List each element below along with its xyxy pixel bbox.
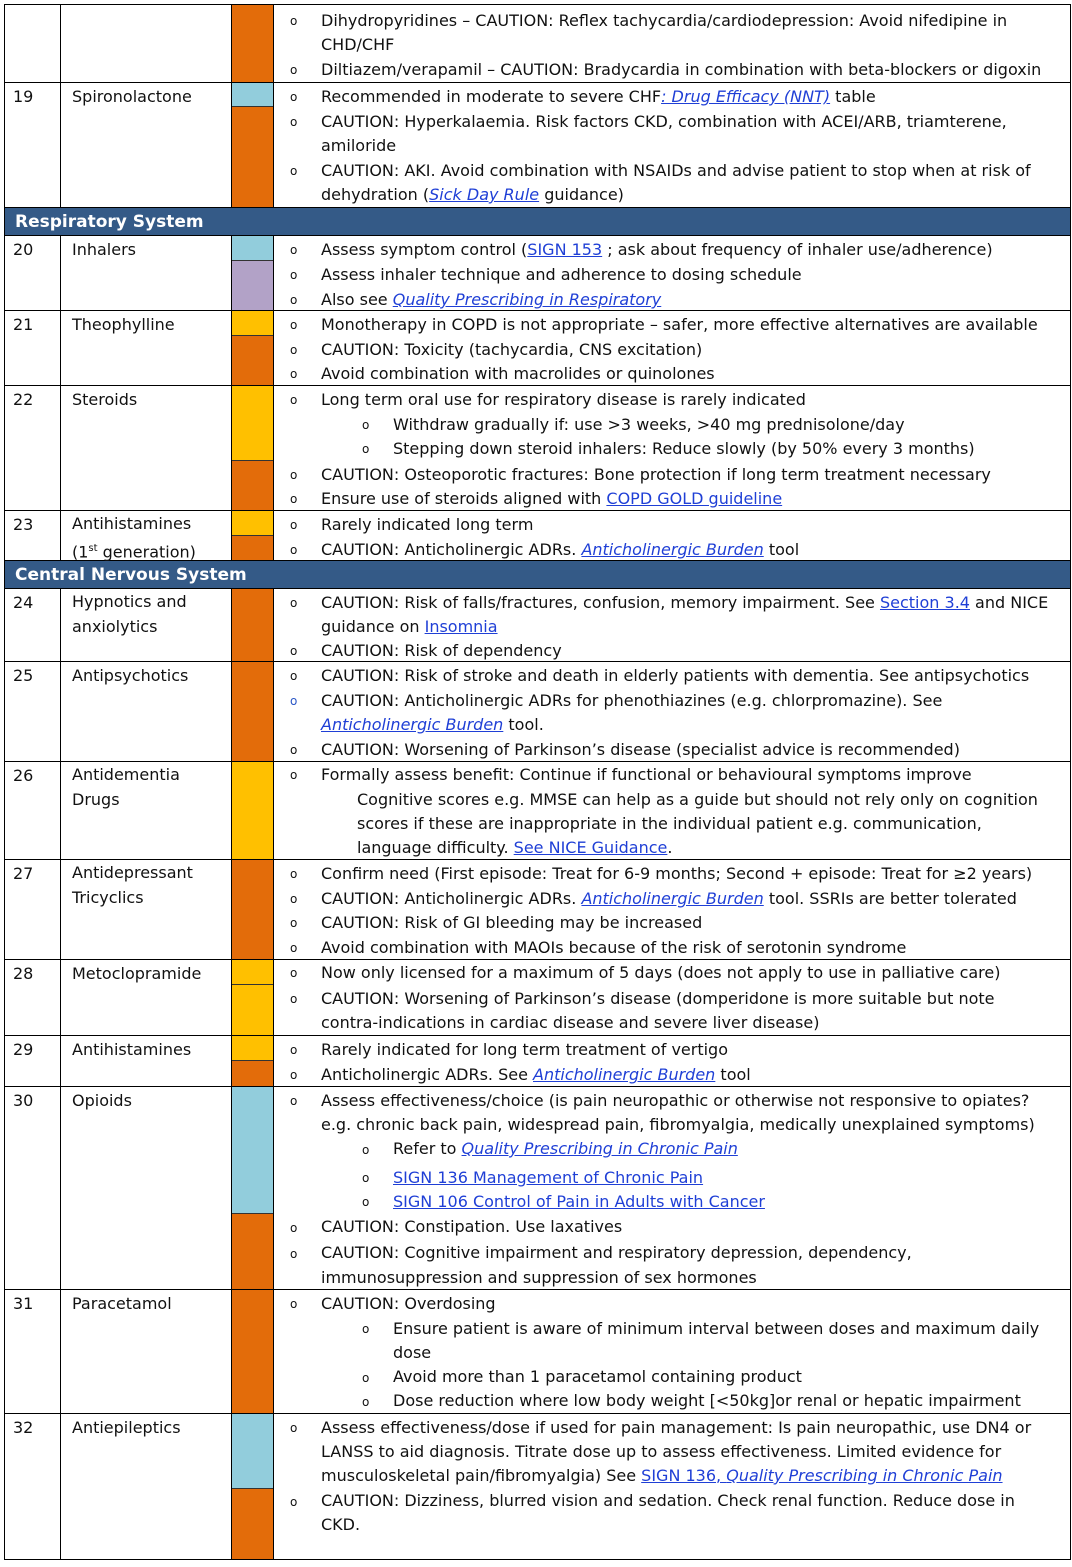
table-row <box>5 236 1070 311</box>
note-line: Avoid combination with MAOIs because of the risk of serotonin syndrome <box>321 938 907 957</box>
row-number: 29 <box>5 1036 61 1086</box>
note-line: Confirm need (First episode: Treat for 6-9 months; Second + episode: Treat for ≥2 years) <box>321 864 1033 883</box>
note-text: . <box>667 838 673 857</box>
sign-136-link[interactable]: SIGN 136 <box>641 1466 717 1485</box>
link-separator: , <box>716 1466 727 1485</box>
note-text: ; ask about frequency of inhaler use/adherence) <box>602 240 993 259</box>
status-color-bar <box>232 762 274 859</box>
row-number: 22 <box>5 386 61 510</box>
drug-name <box>61 589 232 661</box>
row-notes: o Confirm need (First episode: Treat for 6-9 months; Second + episode: Treat for ≥2 years) o CAUTION: Anticholinergic ADRs. Anticholinergic Burden tool. SSRIs are better tolerated o CAUTION: Risk of GI bleeding may be increased o Avoid combination with MAOIs because of the risk of serotonin syndrome <box>274 860 1070 959</box>
drug-name-text <box>72 537 231 565</box>
row-notes: o CAUTION: Risk of stroke and death in elderly patients with dementia. See antipsychotics o CAUTION: Anticholinergic ADRs for phenothiazines (e.g. chlorpromazine). See Anticholinergic Burden tool. o CAUTION: Worsening of Parkinson’s disease (specialist advice is recommended) <box>274 662 1070 761</box>
anticholinergic-burden-link[interactable]: Anticholinergic Burden <box>581 540 764 559</box>
caution-color-block <box>232 589 273 661</box>
note-line: CAUTION: Overdosing <box>321 1294 496 1313</box>
drug-name-text: Antihistamines <box>72 1040 192 1059</box>
drug-name <box>61 662 232 761</box>
appropriateness-color-block <box>232 762 273 859</box>
note-line: Avoid more than 1 paracetamol containing product <box>393 1367 802 1386</box>
drug-name <box>61 5 232 82</box>
note-line: Avoid combination with macrolides or quinolones <box>321 364 715 383</box>
table-row <box>5 589 1070 662</box>
note-line: CAUTION: Osteoporotic fractures: Bone protection if long term treatment necessary <box>321 465 991 484</box>
note-line: CAUTION: Constipation. Use laxatives <box>321 1217 623 1236</box>
caution-color-block <box>232 1214 273 1289</box>
appropriateness-color-block <box>232 960 273 985</box>
table-row <box>5 511 1070 561</box>
note-line: Now only licensed for a maximum of 5 days (does not apply to use in palliative care) <box>321 963 1001 982</box>
note-text: tool. SSRIs are better tolerated <box>763 889 1017 908</box>
table-row <box>5 386 1070 511</box>
row-notes: o Monotherapy in COPD is not appropriate – safer, more effective alternatives are available o CAUTION: Toxicity (tachycardia, CNS excitation) o Avoid combination with macrolides or quinolones <box>274 311 1070 385</box>
table-row <box>5 83 1070 208</box>
row-number <box>5 5 61 82</box>
caution-color-block <box>232 1489 273 1559</box>
nice-guidance-link[interactable]: See NICE Guidance <box>513 838 668 857</box>
note-line: CAUTION: AKI. Avoid combination with NSAIDs and advise patient to stop when at risk of <box>321 161 1031 180</box>
note-text: musculoskeletal pain/fibromyalgia) See <box>321 1466 642 1485</box>
note-text: and NICE <box>969 593 1049 612</box>
quality-prescribing-chronic-pain-link[interactable]: Quality Prescribing in Chronic Pain <box>726 1466 1003 1485</box>
status-color-bar <box>232 860 274 959</box>
section-header-respiratory: Respiratory System <box>5 208 1070 236</box>
note-line: Rarely indicated long term <box>321 515 534 534</box>
table-row <box>5 1414 1070 1560</box>
appropriateness-color-block <box>232 311 273 336</box>
drug-name-text: Theophylline <box>72 315 175 334</box>
sick-day-rule-link[interactable]: Sick Day Rule <box>429 185 540 204</box>
caution-color-block <box>232 662 273 761</box>
quality-prescribing-chronic-pain-link[interactable]: Quality Prescribing in Chronic Pain <box>461 1139 738 1158</box>
caution-color-block <box>232 1061 273 1086</box>
note-line: immunosuppression and suppression of sex hormones <box>321 1268 757 1287</box>
row-notes: o Formally assess benefit: Continue if functional or behavioural symptoms improve Cognitive scores e.g. MMSE can help as a guide but should not rely only on cognition scores if these are inappropriate in the individual patient e.g. communication, language difficulty. See NICE Guidance. <box>290 765 1038 857</box>
note-text: tool <box>715 1065 751 1084</box>
row-number: 26 <box>5 762 61 859</box>
note-line: Monotherapy in COPD is not appropriate – safer, more effective alternatives are available <box>321 315 1038 334</box>
drug-name <box>61 1036 232 1086</box>
drug-name <box>61 511 232 560</box>
note-text: Also see <box>321 290 393 309</box>
copd-gold-guideline-link[interactable]: COPD GOLD guideline <box>606 489 783 508</box>
drug-name-part: (1 <box>72 541 89 561</box>
medication-review-table <box>4 4 1071 1560</box>
drug-name <box>61 1290 232 1413</box>
row-number: 19 <box>5 83 61 207</box>
drug-name-text: Hypnotics and <box>72 592 187 611</box>
row-number: 27 <box>5 860 61 959</box>
note-line: Assess effectiveness/dose if used for pain management: Is pain neuropathic, use DN4 or <box>321 1418 1032 1437</box>
row-notes: o Long term oral use for respiratory disease is rarely indicated o Withdraw gradually if: use >3 weeks, >40 mg prednisolone/day o Stepping down steroid inhalers: Reduce slowly (by 50% every 3 months) o CAUTION: Osteoporotic fractures: Bone protection if long term treatment necessary o Ensure use of steroids aligned with COPD GOLD guideline <box>290 390 991 508</box>
drug-name-text: Drugs <box>72 789 120 809</box>
drug-name-text: Opioids <box>72 1091 132 1110</box>
note-line: scores if these are inappropriate in the individual patient e.g. communication, <box>357 814 982 833</box>
row-notes: o Rarely indicated long term o CAUTION: Anticholinergic ADRs. Anticholinergic Burden tool <box>290 515 800 559</box>
note-line: CKD. <box>321 1515 361 1534</box>
drug-name <box>61 1414 232 1559</box>
table-row <box>5 762 1070 860</box>
drug-name-text: Antihistamines <box>72 514 192 533</box>
note-line: dose <box>393 1343 432 1362</box>
appropriateness-color-block <box>232 511 273 536</box>
row-number: 23 <box>5 511 61 560</box>
note-line: CAUTION: Worsening of Parkinson’s disease (specialist advice is recommended) <box>321 740 960 759</box>
note-line: CAUTION: Risk of stroke and death in elderly patients with dementia. See antipsychotics <box>321 666 1030 685</box>
drug-name-text: anxiolytics <box>72 616 158 636</box>
note-line: CAUTION: Toxicity (tachycardia, CNS excitation) <box>321 340 703 359</box>
row-number: 31 <box>5 1290 61 1413</box>
row-notes: o Assess symptom control (SIGN 153 ; ask about frequency of inhaler use/adherence) o Assess inhaler technique and adherence to dosing schedule o Also see Quality Prescribing in Respiratory <box>290 240 993 309</box>
effectiveness-color-block <box>232 83 273 107</box>
row-notes: o Dihydropyridines – CAUTION: Reflex tachycardia/cardiodepression: Avoid nifedipine in CHD/CHF o Diltiazem/verapamil – CAUTION: Bradycardia in combination with beta-blockers or digoxin <box>274 5 1070 82</box>
row-number: 28 <box>5 960 61 1035</box>
drug-name <box>61 860 232 959</box>
drug-name-text: Inhalers <box>72 240 137 259</box>
row-notes: o Rarely indicated for long term treatment of vertigo o Anticholinergic ADRs. See Anticholinergic Burden tool <box>290 1040 751 1084</box>
caution-color-block <box>232 336 273 385</box>
insomnia-link[interactable]: Insomnia <box>424 617 498 636</box>
status-color-bar <box>232 1414 274 1559</box>
note-line: CAUTION: Risk of GI bleeding may be increased <box>321 913 703 932</box>
row-notes: o Assess effectiveness/choice (is pain neuropathic or otherwise not responsive to opiates? e.g. chronic back pain, widespread pain, fibromyalgia, medically unexplained symptoms) o Refer to Quality Prescribing in Chronic Pain o SIGN 136 Management of Chronic Pain o SIGN 106 Control of Pain in Adults with Cancer o CAUTION: Constipation. Use laxatives o CAUTION: Cognitive impairment and respiratory depression, dependency, immunosuppression and suppression of sex hormones <box>274 1087 1070 1289</box>
note-line: LANSS to aid diagnosis. Titrate dose up to assess effectiveness. Limited evidence for <box>321 1442 1002 1461</box>
note-line: Formally assess benefit: Continue if functional or behavioural symptoms improve <box>321 765 972 784</box>
drug-name <box>61 1087 232 1289</box>
note-line: Rarely indicated for long term treatment of vertigo <box>321 1040 728 1059</box>
sign-106-link[interactable]: SIGN 106 Control of Pain in Adults with Cancer <box>393 1192 765 1211</box>
drug-name <box>61 311 232 385</box>
note-line: Long term oral use for respiratory disease is rarely indicated <box>321 390 806 409</box>
drug-name-superscript: st <box>88 542 98 554</box>
adherence-color-block <box>232 261 273 310</box>
note-line: Ensure patient is aware of minimum interval between doses and maximum daily <box>393 1319 1040 1338</box>
drug-name-text: Metoclopramide <box>72 964 202 983</box>
caution-color-block <box>232 107 273 207</box>
row-number: 30 <box>5 1087 61 1289</box>
status-color-bar <box>232 236 274 310</box>
row-notes: o Assess effectiveness/dose if used for pain management: Is pain neuropathic, use DN4 or LANSS to aid diagnosis. Titrate dose up to assess effectiveness. Limited evidence for musculoskeletal pain/fibromyalgia) See SIGN 136, Quality Prescribing in Chronic Pain o CAUTION: Dizziness, blurred vision and sedation. Check renal function. Reduce dose in CKD. <box>274 1414 1070 1559</box>
note-text: guidance on <box>321 617 425 636</box>
row-notes: o CAUTION: Overdosing o Ensure patient is aware of minimum interval between doses and maximum daily dose o Avoid more than 1 paracetamol containing product o Dose reduction where low body weight [<50kg]or renal or hepatic impairment <box>274 1290 1070 1413</box>
status-color-bar <box>232 386 274 510</box>
status-color-bar <box>232 83 274 207</box>
sign-136-link[interactable]: SIGN 136 Management of Chronic Pain <box>393 1168 704 1187</box>
note-line: contra-indications in cardiac disease and severe liver disease) <box>321 1013 820 1032</box>
table-row <box>5 1290 1070 1414</box>
note-line: CAUTION: Anticholinergic ADRs for phenothiazines (e.g. chlorpromazine). See <box>321 691 943 710</box>
note-line: amiloride <box>321 136 397 155</box>
appropriateness-color-block <box>232 985 273 1035</box>
note-line: CAUTION: Risk of dependency <box>321 641 562 660</box>
note-line: CAUTION: Worsening of Parkinson’s disease (domperidone is more suitable but note <box>321 989 995 1008</box>
status-color-bar <box>232 1290 274 1413</box>
drug-name <box>61 762 232 859</box>
status-color-bar <box>232 511 274 560</box>
note-text: Refer to <box>393 1139 462 1158</box>
table-row <box>5 311 1070 386</box>
status-color-bar <box>232 1036 274 1086</box>
note-text: language difficulty. <box>357 838 514 857</box>
note-text: guidance) <box>539 185 624 204</box>
caution-color-block <box>232 860 273 959</box>
row-number: 20 <box>5 236 61 310</box>
caution-color-block <box>232 5 273 82</box>
note-text: CAUTION: Anticholinergic ADRs. <box>321 889 582 908</box>
drug-name-text: Antidepressant <box>72 863 193 882</box>
drug-name <box>61 236 232 310</box>
row-number: 32 <box>5 1414 61 1559</box>
row-notes: o Recommended in moderate to severe CHF: Drug Efficacy (NNT) table o CAUTION: Hyperkalaemia. Risk factors CKD, combination with ACEI/ARB, triamterene, amiloride o CAUTION: AKI. Avoid combination with NSAIDs and advise patient to stop when at risk of dehydration (Sick Day Rule guidance) <box>290 87 1031 204</box>
status-color-bar <box>232 589 274 661</box>
note-text: tool. <box>503 715 544 734</box>
drug-efficacy-link[interactable]: : Drug Efficacy (NNT) <box>661 87 831 106</box>
note-text: CAUTION: Anticholinergic ADRs. <box>321 540 582 559</box>
note-line: CAUTION: Hyperkalaemia. Risk factors CKD, combination with ACEI/ARB, triamterene, <box>321 112 1007 131</box>
note-line: Dose reduction where low body weight [<50kg]or renal or hepatic impairment <box>393 1391 1021 1410</box>
table-row <box>5 960 1070 1036</box>
row-number: 21 <box>5 311 61 385</box>
table-row <box>5 662 1070 762</box>
row-notes: o CAUTION: Risk of falls/fractures, confusion, memory impairment. See Section 3.4 and NICE guidance on Insomnia o CAUTION: Risk of dependency <box>274 589 1070 661</box>
note-line: Assess inhaler technique and adherence to dosing schedule <box>321 265 802 284</box>
note-line: Stepping down steroid inhalers: Reduce slowly (by 50% every 3 months) <box>393 439 975 458</box>
drug-name-text: Tricyclics <box>72 887 144 907</box>
note-text: Recommended in moderate to severe CHF <box>321 87 662 106</box>
note-text: Assess symptom control ( <box>321 240 528 259</box>
note-line: Withdraw gradually if: use >3 weeks, >40 mg prednisolone/day <box>393 415 905 434</box>
note-line: Dihydropyridines – CAUTION: Reflex tachycardia/cardiodepression: Avoid nifedipine in <box>321 11 1008 30</box>
drug-name-part: generation) <box>97 541 196 561</box>
section-header-cns: Central Nervous System <box>5 561 1070 589</box>
note-line: e.g. chronic back pain, widespread pain, fibromyalgia, medically unexplained symptoms) <box>321 1115 1035 1134</box>
effectiveness-color-block <box>232 1414 273 1489</box>
status-color-bar <box>232 662 274 761</box>
note-text: dehydration ( <box>321 185 430 204</box>
section-3-4-link[interactable]: Section 3.4 <box>879 593 970 612</box>
caution-color-block <box>232 536 273 560</box>
drug-name-text: Antipsychotics <box>72 666 189 685</box>
row-notes: o Now only licensed for a maximum of 5 days (does not apply to use in palliative care) o CAUTION: Worsening of Parkinson’s disease (domperidone is more suitable but note contra-indications in cardiac disease and severe liver disease) <box>274 960 1070 1035</box>
drug-name-text: Paracetamol <box>72 1294 172 1313</box>
note-text: Anticholinergic ADRs. See <box>321 1065 534 1084</box>
caution-color-block <box>232 1290 273 1413</box>
anticholinergic-burden-link[interactable]: Anticholinergic Burden <box>321 715 504 734</box>
caution-color-block <box>232 461 273 510</box>
drug-name <box>61 83 232 207</box>
table-row <box>5 1036 1070 1087</box>
status-color-bar <box>232 5 274 82</box>
anticholinergic-burden-link[interactable]: Anticholinergic Burden <box>533 1065 716 1084</box>
effectiveness-color-block <box>232 1087 273 1214</box>
status-color-bar <box>232 311 274 385</box>
drug-name <box>61 386 232 510</box>
note-text: CAUTION: Risk of falls/fractures, confusion, memory impairment. See <box>321 593 880 612</box>
drug-name-text: Spironolactone <box>72 87 192 106</box>
note-line: CAUTION: Dizziness, blurred vision and sedation. Check renal function. Reduce dose in <box>321 1491 1015 1510</box>
status-color-bar <box>232 1087 274 1289</box>
sign-153-link[interactable]: SIGN 153 <box>527 240 603 259</box>
anticholinergic-burden-link[interactable]: Anticholinergic Burden <box>581 889 764 908</box>
appropriateness-color-block <box>232 386 273 461</box>
note-line: CHD/CHF <box>321 35 395 54</box>
drug-name-text: Antidementia <box>72 765 180 784</box>
drug-name-text: Steroids <box>72 390 138 409</box>
status-color-bar <box>232 960 274 1035</box>
note-line: Diltiazem/verapamil – CAUTION: Bradycardia in combination with beta-blockers or digoxin <box>321 60 1042 79</box>
drug-name-text: Antiepileptics <box>72 1418 181 1437</box>
quality-prescribing-respiratory-link[interactable]: Quality Prescribing in Respiratory <box>392 290 662 309</box>
note-line: Cognitive scores e.g. MMSE can help as a guide but should not rely only on cognition <box>357 790 1038 809</box>
effectiveness-color-block <box>232 236 273 261</box>
drug-name <box>61 960 232 1035</box>
table-row <box>5 860 1070 960</box>
note-text: tool <box>763 540 800 559</box>
table-row <box>5 5 1070 83</box>
table-row <box>5 1087 1070 1290</box>
appropriateness-color-block <box>232 1036 273 1061</box>
note-line: CAUTION: Cognitive impairment and respiratory depression, dependency, <box>321 1243 912 1262</box>
row-number: 24 <box>5 589 61 661</box>
row-number: 25 <box>5 662 61 761</box>
note-line: Assess effectiveness/choice (is pain neuropathic or otherwise not responsive to opiates? <box>321 1091 1030 1110</box>
note-text: Ensure use of steroids aligned with <box>321 489 607 508</box>
note-text: table <box>830 87 876 106</box>
